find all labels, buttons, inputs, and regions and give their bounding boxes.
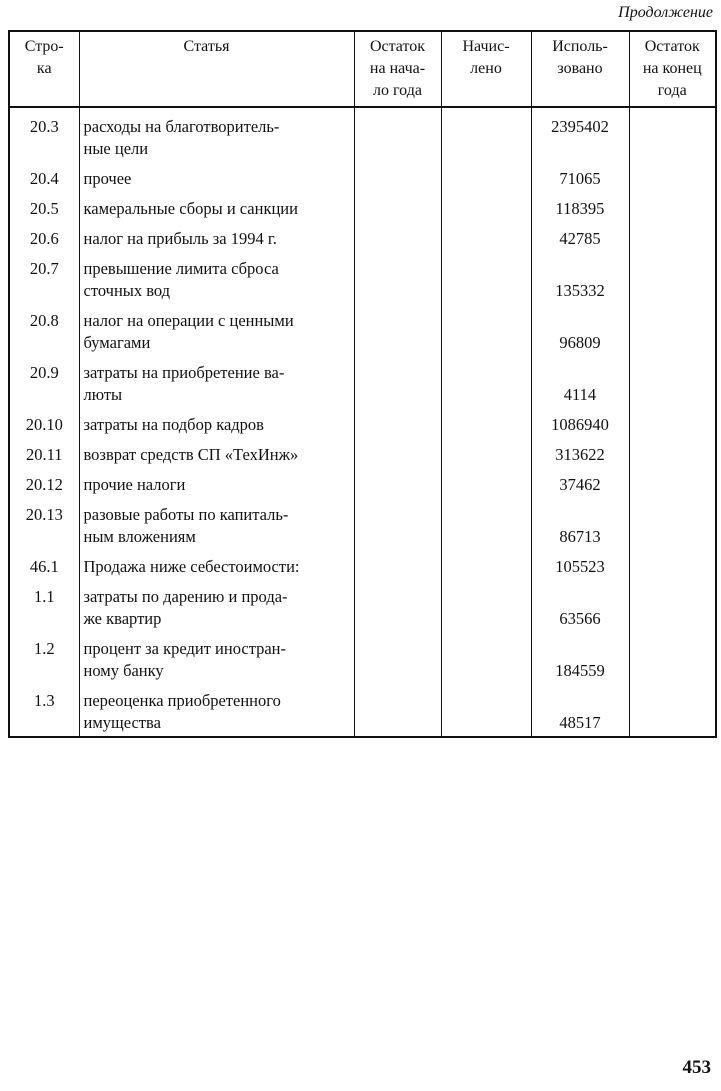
row-accrued <box>441 107 531 164</box>
table-row <box>9 470 716 500</box>
row-line-number: 20.8 <box>9 306 79 358</box>
row-opening-balance <box>354 634 441 686</box>
row-opening-balance <box>354 107 441 164</box>
row-line-number: 20.10 <box>9 410 79 440</box>
col-header-article: Статья <box>79 31 354 107</box>
table-row <box>9 107 716 164</box>
row-article: возврат средств СП «ТехИнж» <box>79 440 354 470</box>
col-header-opening-balance: Остаток на нача- ло года <box>354 31 441 107</box>
row-accrued <box>441 582 531 634</box>
table-row <box>9 254 716 306</box>
row-opening-balance <box>354 552 441 582</box>
row-closing-balance <box>629 254 716 306</box>
row-used: 2395402 <box>531 107 629 164</box>
row-closing-balance <box>629 224 716 254</box>
table-row <box>9 194 716 224</box>
row-line-number: 20.6 <box>9 224 79 254</box>
row-closing-balance <box>629 552 716 582</box>
table-row <box>9 634 716 686</box>
row-article: прочие налоги <box>79 470 354 500</box>
row-line-number: 20.13 <box>9 500 79 552</box>
row-accrued <box>441 224 531 254</box>
row-accrued <box>441 470 531 500</box>
row-accrued <box>441 164 531 194</box>
row-used: 135332 <box>531 254 629 306</box>
row-line-number: 20.9 <box>9 358 79 410</box>
row-article: прочее <box>79 164 354 194</box>
row-line-number: 20.5 <box>9 194 79 224</box>
table-row <box>9 440 716 470</box>
row-accrued <box>441 634 531 686</box>
row-used: 118395 <box>531 194 629 224</box>
row-closing-balance <box>629 358 716 410</box>
col-header-used: Исполь- зовано <box>531 31 629 107</box>
row-article: превышение лимита сброса сточных вод <box>79 254 354 306</box>
row-opening-balance <box>354 164 441 194</box>
row-used: 313622 <box>531 440 629 470</box>
page-number: 453 <box>682 1057 711 1078</box>
row-accrued <box>441 686 531 737</box>
row-article: затраты на приобретение ва- люты <box>79 358 354 410</box>
table-row <box>9 306 716 358</box>
table-row <box>9 500 716 552</box>
row-used: 96809 <box>531 306 629 358</box>
col-header-accrued: Начис- лено <box>441 31 531 107</box>
row-line-number: 20.4 <box>9 164 79 194</box>
row-line-number: 46.1 <box>9 552 79 582</box>
row-used: 42785 <box>531 224 629 254</box>
row-closing-balance <box>629 194 716 224</box>
row-accrued <box>441 500 531 552</box>
row-used: 63566 <box>531 582 629 634</box>
row-opening-balance <box>354 254 441 306</box>
row-closing-balance <box>629 686 716 737</box>
row-accrued <box>441 306 531 358</box>
row-used: 37462 <box>531 470 629 500</box>
row-line-number: 20.12 <box>9 470 79 500</box>
table-row <box>9 582 716 634</box>
row-article: камеральные сборы и санкции <box>79 194 354 224</box>
table-row <box>9 410 716 440</box>
header-row <box>9 31 716 107</box>
row-line-number: 20.7 <box>9 254 79 306</box>
row-closing-balance <box>629 107 716 164</box>
row-accrued <box>441 358 531 410</box>
row-article: расходы на благотворитель- ные цели <box>79 107 354 164</box>
row-used: 86713 <box>531 500 629 552</box>
row-opening-balance <box>354 194 441 224</box>
table-row <box>9 552 716 582</box>
table-row <box>9 164 716 194</box>
row-accrued <box>441 254 531 306</box>
row-accrued <box>441 440 531 470</box>
row-line-number: 1.3 <box>9 686 79 737</box>
row-accrued <box>441 194 531 224</box>
row-closing-balance <box>629 164 716 194</box>
ledger-body <box>9 107 716 737</box>
row-closing-balance <box>629 634 716 686</box>
row-opening-balance <box>354 686 441 737</box>
row-used: 1086940 <box>531 410 629 440</box>
row-opening-balance <box>354 410 441 440</box>
table-row <box>9 358 716 410</box>
row-article: переоценка приобретенного имущества <box>79 686 354 737</box>
row-line-number: 1.2 <box>9 634 79 686</box>
row-line-number: 1.1 <box>9 582 79 634</box>
row-article: налог на прибыль за 1994 г. <box>79 224 354 254</box>
row-accrued <box>441 552 531 582</box>
row-used: 4114 <box>531 358 629 410</box>
row-article: налог на операции с ценными бумагами <box>79 306 354 358</box>
row-closing-balance <box>629 582 716 634</box>
row-opening-balance <box>354 306 441 358</box>
row-closing-balance <box>629 306 716 358</box>
row-article: затраты по дарению и прода- же квартир <box>79 582 354 634</box>
row-article: разовые работы по капиталь- ным вложениям <box>79 500 354 552</box>
row-closing-balance <box>629 410 716 440</box>
row-opening-balance <box>354 358 441 410</box>
row-opening-balance <box>354 582 441 634</box>
col-header-closing-balance: Остаток на конец года <box>629 31 716 107</box>
row-article: процент за кредит иностран- ному банку <box>79 634 354 686</box>
row-opening-balance <box>354 224 441 254</box>
row-line-number: 20.3 <box>9 107 79 164</box>
row-closing-balance <box>629 500 716 552</box>
row-used: 105523 <box>531 552 629 582</box>
row-line-number: 20.11 <box>9 440 79 470</box>
col-header-line: Стро- ка <box>9 31 79 107</box>
row-opening-balance <box>354 500 441 552</box>
row-used: 48517 <box>531 686 629 737</box>
row-closing-balance <box>629 440 716 470</box>
row-opening-balance <box>354 470 441 500</box>
row-opening-balance <box>354 440 441 470</box>
row-article: затраты на подбор кадров <box>79 410 354 440</box>
continued-label: Продолжение <box>618 4 713 21</box>
table-row <box>9 224 716 254</box>
row-used: 184559 <box>531 634 629 686</box>
ledger-table <box>8 30 717 738</box>
table-row <box>9 686 716 737</box>
row-accrued <box>441 410 531 440</box>
row-used: 71065 <box>531 164 629 194</box>
row-closing-balance <box>629 470 716 500</box>
row-article: Продажа ниже себестоимости: <box>79 552 354 582</box>
